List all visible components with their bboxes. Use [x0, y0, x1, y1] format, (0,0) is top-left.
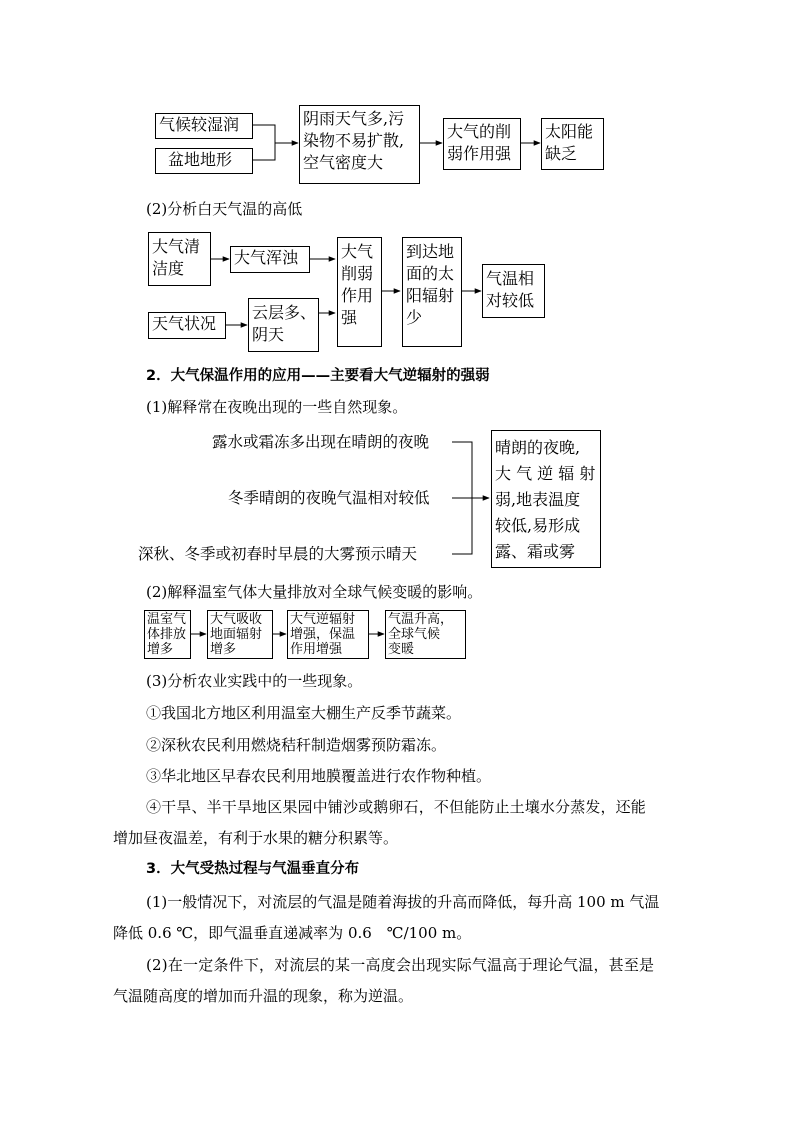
paragraph-6-line1: (2)在一定条件下，对流层的某一高度会出现实际气温高于理论气温，甚至是 — [146, 956, 655, 974]
flow1-box-basin: 盆地地形 — [155, 148, 253, 174]
flow1-box-solar: 太阳能 缺乏 — [541, 118, 604, 170]
paragraph-4-line1: ④干旱、半干旱地区果园中铺沙或鹅卵石，不但能防止土壤水分蒸发，还能 — [146, 798, 646, 816]
section2-sub1: (1)解释常在夜晚出现的一些自然现象。 — [146, 398, 408, 416]
flow1-connector — [253, 125, 298, 160]
flow4-box-counter-radiation: 大气逆辐射 增强，保温 作用增强 — [287, 610, 369, 659]
flow2-box-weak-strong: 大气 削弱 作用 强 — [337, 237, 382, 347]
paragraph-4-line2: 增加昼夜温差，有利于水果的糖分积累等。 — [113, 829, 399, 847]
flow3-bracket — [452, 442, 472, 554]
flow2-box-low-temp: 气温相 对较低 — [482, 264, 545, 318]
heading-2-2: (2)分析白天气温的高低 — [146, 200, 303, 218]
flow2-box-weather: 天气状况 — [148, 312, 226, 339]
flow4-box-emission: 温室气 体排放 增多 — [144, 610, 191, 659]
flow1-box-rainy: 阴雨天气多,污 染物不易扩散, 空气密度大 — [299, 105, 420, 184]
flow2-box-turbid: 大气浑浊 — [230, 246, 310, 273]
paragraph-6-line2: 气温随高度的增加而升温的现象，称为逆温。 — [113, 987, 414, 1005]
flow2-box-clarity: 大气清 洁度 — [148, 232, 211, 286]
paragraph-2: ②深秋农民利用燃烧秸秆制造烟雾预防霜冻。 — [146, 736, 447, 754]
flow3-item-fog: 深秋、冬季或初春时早晨的大雾预示晴天 — [138, 545, 418, 563]
paragraph-5-line2: 降低 0.6 ℃，即气温垂直递减率为 0.6 ℃/100 m。 — [113, 924, 472, 942]
flow3-item-winter: 冬季晴朗的夜晚气温相对较低 — [228, 489, 430, 507]
section2-sub3: (3)分析农业实践中的一些现象。 — [146, 672, 363, 690]
flow4-box-absorb: 大气吸收 地面辐射 增多 — [207, 610, 273, 659]
paragraph-3: ③华北地区早春农民利用地膜覆盖进行农作物种植。 — [146, 767, 492, 785]
flow1-box-climate: 气候较湿润 — [155, 113, 253, 139]
section2-title: 2．大气保温作用的应用——主要看大气逆辐射的强弱 — [146, 368, 490, 384]
paragraph-1: ①我国北方地区利用温室大棚生产反季节蔬菜。 — [146, 704, 462, 722]
flow4-box-warming: 气温升高， 全球气候 变暖 — [385, 610, 466, 659]
flow3-item-dew: 露水或霜冻多出现在晴朗的夜晚 — [212, 433, 430, 451]
flow1-box-weakening: 大气的削 弱作用强 — [443, 118, 521, 170]
flow3-box-result: 晴朗的夜晚, 大 气 逆 辐 射 弱,地表温度 较低,易形成 露、霜或雾 — [491, 430, 601, 568]
flow2-box-radiation: 到达地 面的太 阳辐射 少 — [402, 237, 462, 347]
section3-title: 3．大气受热过程与气温垂直分布 — [146, 861, 360, 877]
section2-sub2: (2)解释温室气体大量排放对全球气候变暖的影响。 — [146, 583, 483, 601]
paragraph-5-line1: (1)一般情况下，对流层的气温是随着海拔的升高而降低，每升高 100 m 气温 — [146, 893, 660, 911]
flow2-box-cloudy: 云层多、 阴天 — [248, 298, 319, 352]
